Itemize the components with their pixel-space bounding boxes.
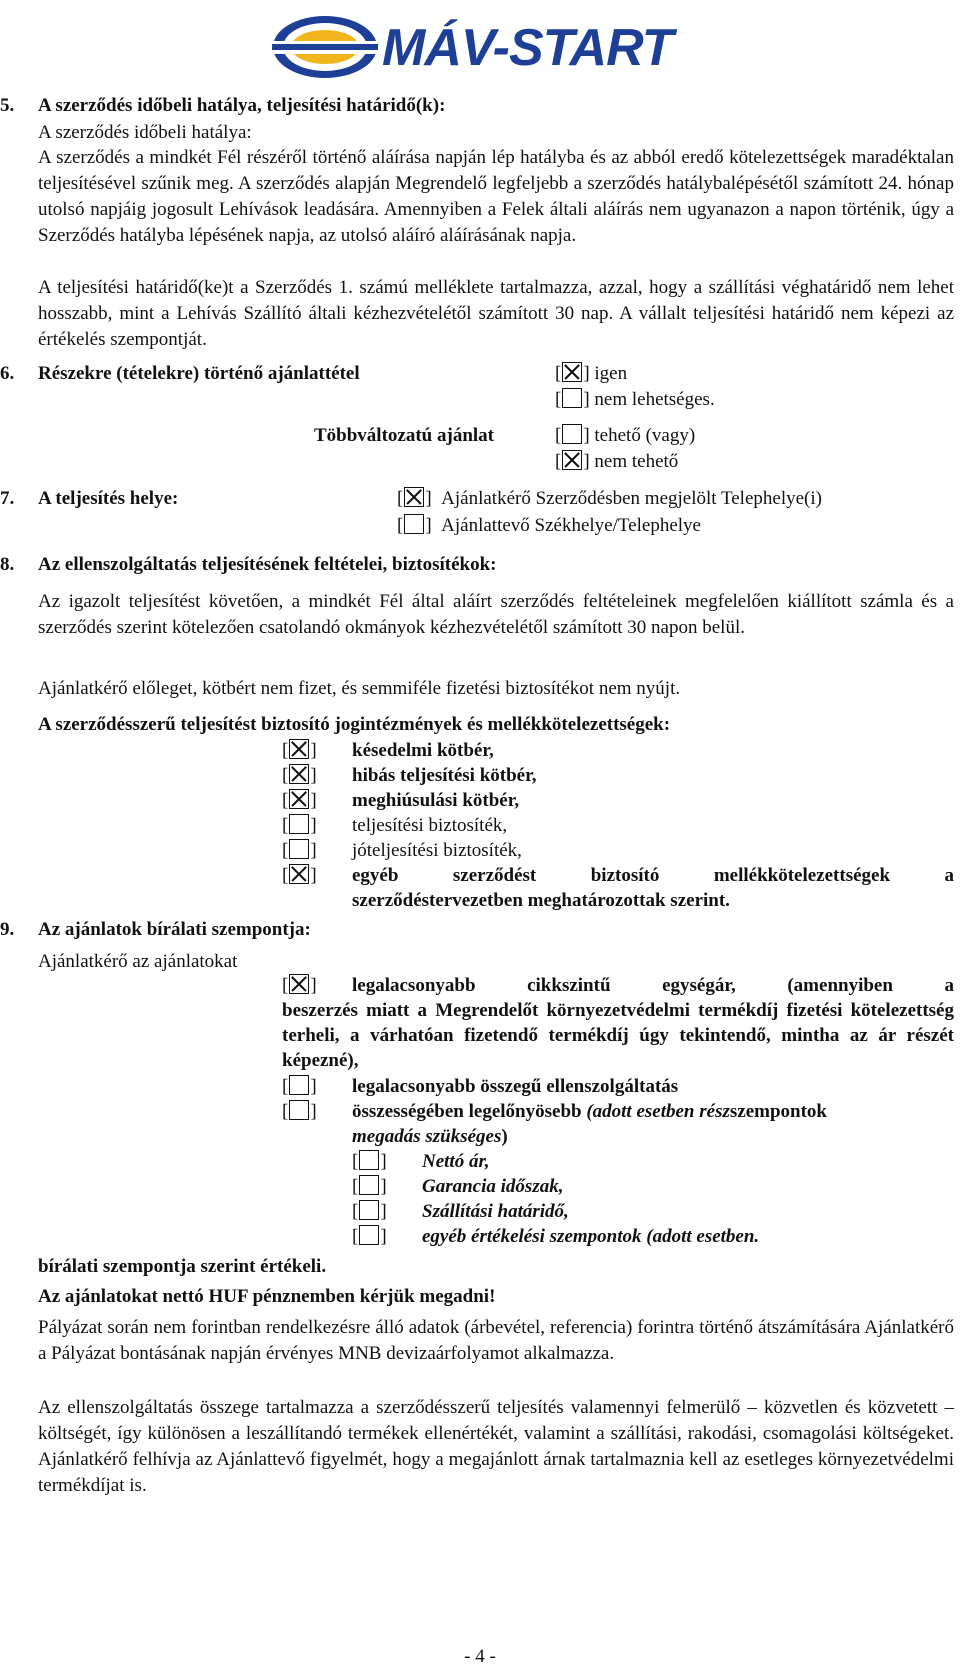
s9-number: 9.	[0, 919, 15, 940]
s8-paragraph-1: Az igazolt teljesítést követően, a mindkét Fél által aláírt szerződés feltételeinek megfelelően kiállított számla és a szerződés szerint kötelezően csatolandó okmányok kézhezvételétől számított 30 napon belül.	[38, 591, 954, 638]
s8-paragraph-2: Ajánlatkérő előleget, kötbért nem fizet, és semmiféle fizetési biztosítékot nem nyújt.	[38, 678, 681, 699]
logo-text: MÁV-START	[382, 19, 673, 77]
criterion-note-italic: megadás szükséges	[352, 1126, 502, 1147]
guarantee-label: késedelmi kötbér,	[352, 740, 494, 761]
s5-subtitle: A szerződés időbeli hatálya:	[38, 122, 252, 143]
checked-checkbox-icon[interactable]	[562, 362, 582, 382]
guarantee-item[interactable]: [ ]	[282, 840, 317, 861]
s6-number: 6.	[0, 363, 15, 384]
guarantee-item[interactable]: [ ]	[282, 765, 317, 786]
s6-multi-label: Többváltozatú ajánlat	[314, 425, 494, 446]
s5-deadline-text: számú melléklete tartalmazza, azzal, hogy a szállítási véghatáridő nem lehet hosszabb, mint a Lehívás Szállító általi kézhezvételétől számított 30 nap. A vállalt teljesítési határidő nem képezi az értékelés szempontját.	[38, 277, 955, 350]
s9-huf-note: Az ajánlatokat nettó HUF pénznemben kérjük megadni!	[38, 1286, 496, 1307]
s7-option-label: Ajánlattevő Székhelye/Telephelye	[441, 515, 701, 536]
subcriterion-item[interactable]: [ ]	[352, 1151, 387, 1172]
empty-checkbox-icon[interactable]	[359, 1175, 379, 1195]
guarantee-item[interactable]: [ ]	[282, 790, 317, 811]
s5-paragraph-1: A szerződés a mindkét Fél részéről történő aláírása napján lép hatályba és az abból eredő kötelezettségek maradéktalan teljesítésével szűnik meg. A szerződés alapján Megrendelő legfeljebb a szerződés hatálybalépésétől számított 24. hónap utolsó napjáig jogosult Lehívások leadására. Amennyiben a Felek általi aláírás nem ugyanazon a napon történik, úgy a Szerződés hatályba lépésének napja, az utolsó aláíró aláírásának napja.	[38, 147, 954, 246]
s6-option-label: igen	[594, 363, 628, 384]
s6-option-nem-lehetseges[interactable]: [ ] nem lehetséges.	[555, 389, 715, 410]
s7-option-label: Ajánlatkérő Szerződésben megjelölt Telephelye(i)	[441, 488, 822, 509]
empty-checkbox-icon[interactable]	[289, 1100, 309, 1120]
s7-option-ajanlatkero[interactable]: [ ] Ajánlatkérő Szerződésben megjelölt Telephelye(i)	[397, 488, 822, 509]
guarantee-label: meghiúsulási kötbér,	[352, 790, 520, 811]
s5-title: A szerződés időbeli hatálya, teljesítési határidő(k):	[38, 95, 446, 116]
subcriterion-label: Garancia időszak,	[422, 1176, 564, 1197]
criterion-label-cont: beszerzés miatt a Megrendelőt környezetvédelmi termékdíj fizetési kötelezettség terheli, a várhatóan fizetendő termékdíj úgy tekintendő, mintha az ár részét képezné),	[282, 1000, 954, 1071]
guarantee-item[interactable]: [ ]	[282, 815, 317, 836]
checked-checkbox-icon[interactable]	[289, 739, 309, 759]
s6-title: Részekre (tételekre) történő ajánlattétel	[38, 363, 360, 384]
page-number: - 4 -	[464, 1646, 496, 1667]
criterion-note-bold: szempontok	[729, 1101, 827, 1122]
guarantee-label: hibás teljesítési kötbér,	[352, 765, 537, 786]
s9-intro: Ajánlatkérő az ajánlatokat	[38, 951, 238, 972]
checked-checkbox-icon[interactable]	[289, 974, 309, 994]
empty-checkbox-icon[interactable]	[359, 1225, 379, 1245]
s7-number: 7.	[0, 488, 15, 509]
s5-number: 5.	[0, 95, 15, 116]
criterion-item[interactable]: [ ]	[282, 1101, 317, 1122]
subcriterion-item[interactable]: [ ]	[352, 1226, 387, 1247]
guarantee-item[interactable]: [ ]	[282, 740, 317, 761]
empty-checkbox-icon[interactable]	[404, 514, 424, 534]
subcriterion-item[interactable]: [ ]	[352, 1176, 387, 1197]
criterion-note-cont	[352, 1125, 508, 1149]
guarantee-label: jóteljesítési biztosíték,	[352, 840, 522, 861]
guarantee-label: teljesítési biztosíték,	[352, 815, 508, 836]
s6-option-nem-teheto[interactable]: [ ] nem tehető	[555, 451, 679, 472]
s7-title: A teljesítés helye:	[38, 488, 179, 509]
subcriterion-label: Nettó ár,	[422, 1151, 490, 1172]
s6-option-label: tehető (vagy)	[594, 425, 696, 446]
criterion-label: legalacsonyabb cikkszintű egységár, (amennyiben a	[352, 975, 954, 996]
mav-start-logo	[270, 12, 690, 82]
guarantee-label: egyéb szerződést biztosító mellékkötelezettségek a	[352, 865, 954, 886]
empty-checkbox-icon[interactable]	[359, 1200, 379, 1220]
subcriterion-label: egyéb értékelési szempontok (adott esetben.	[422, 1226, 760, 1247]
checked-checkbox-icon[interactable]	[289, 789, 309, 809]
subcriterion-item[interactable]: [ ]	[352, 1201, 387, 1222]
checked-checkbox-icon[interactable]	[289, 864, 309, 884]
s6-option-teheto[interactable]: [ ] tehető (vagy)	[555, 425, 696, 446]
criterion-label	[352, 1100, 827, 1124]
criterion-item[interactable]: [ ]	[282, 1076, 317, 1097]
logo-mark-icon	[270, 14, 380, 80]
checked-checkbox-icon[interactable]	[562, 450, 582, 470]
guarantee-item[interactable]: [ ]	[282, 865, 317, 886]
s9-title: Az ajánlatok bírálati szempontja:	[38, 919, 311, 940]
criterion-note-paren: )	[501, 1126, 508, 1147]
criterion-best-value: összességében legelőnyösebb	[352, 1101, 582, 1122]
s6-option-igen[interactable]: [ ] igen	[555, 363, 628, 384]
s5-paragraph-2	[38, 275, 954, 353]
s6-option-label: nem tehető	[594, 451, 679, 472]
checked-checkbox-icon[interactable]	[289, 764, 309, 784]
criterion-item[interactable]: [ ]	[282, 975, 317, 996]
s8-number: 8.	[0, 554, 15, 575]
checked-checkbox-icon[interactable]	[404, 487, 424, 507]
empty-checkbox-icon[interactable]	[289, 814, 309, 834]
subcriterion-label: Szállítási határidő,	[422, 1201, 569, 1222]
s9-paragraph-1: Pályázat során nem forintban rendelkezésre álló adatok (árbevétel, referencia) forintra történő átszámítására Ajánlatkérő a Pályázat bontásának napján érvényes MNB devizaárfolyamot alkalmazza.	[38, 1317, 954, 1364]
empty-checkbox-icon[interactable]	[289, 1075, 309, 1095]
guarantee-label-cont: szerződéstervezetben meghatározottak szerint.	[352, 890, 730, 911]
criterion-label: legalacsonyabb összegű ellenszolgáltatás	[352, 1076, 679, 1097]
empty-checkbox-icon[interactable]	[289, 839, 309, 859]
s9-closing: bírálati szempontja szerint értékeli.	[38, 1256, 327, 1277]
criterion-note: (adott esetben rész	[586, 1101, 730, 1122]
s7-option-ajanlattevo[interactable]: [ ] Ajánlattevő Székhelye/Telephelye	[397, 515, 701, 536]
empty-checkbox-icon[interactable]	[562, 388, 582, 408]
s8-title: Az ellenszolgáltatás teljesítésének feltételei, biztosítékok:	[38, 554, 497, 575]
s8-guarantees-title: A szerződésszerű teljesítést biztosító jogintézmények és mellékkötelezettségek:	[38, 714, 671, 735]
s5-deadline-label: A teljesítési határidő(ke)t a Szerződés 1.	[38, 277, 353, 298]
empty-checkbox-icon[interactable]	[562, 424, 582, 444]
empty-checkbox-icon[interactable]	[359, 1150, 379, 1170]
s6-option-label: nem lehetséges.	[594, 389, 715, 410]
s9-paragraph-2: Az ellenszolgáltatás összege tartalmazza a szerződésszerű teljesítés valamennyi felmerülő – közvetlen és közvetett – költségét, így különösen a leszállítandó termékek ellenértékét, valamint a szállítási, rakodási, csomagolási költségeket. Ajánlatkérő felhívja az Ajánlattevő figyelmét, hogy a megajánlott árnak tartalmaznia kell az esetleges környezetvédelmi termékdíjat is.	[38, 1397, 954, 1496]
